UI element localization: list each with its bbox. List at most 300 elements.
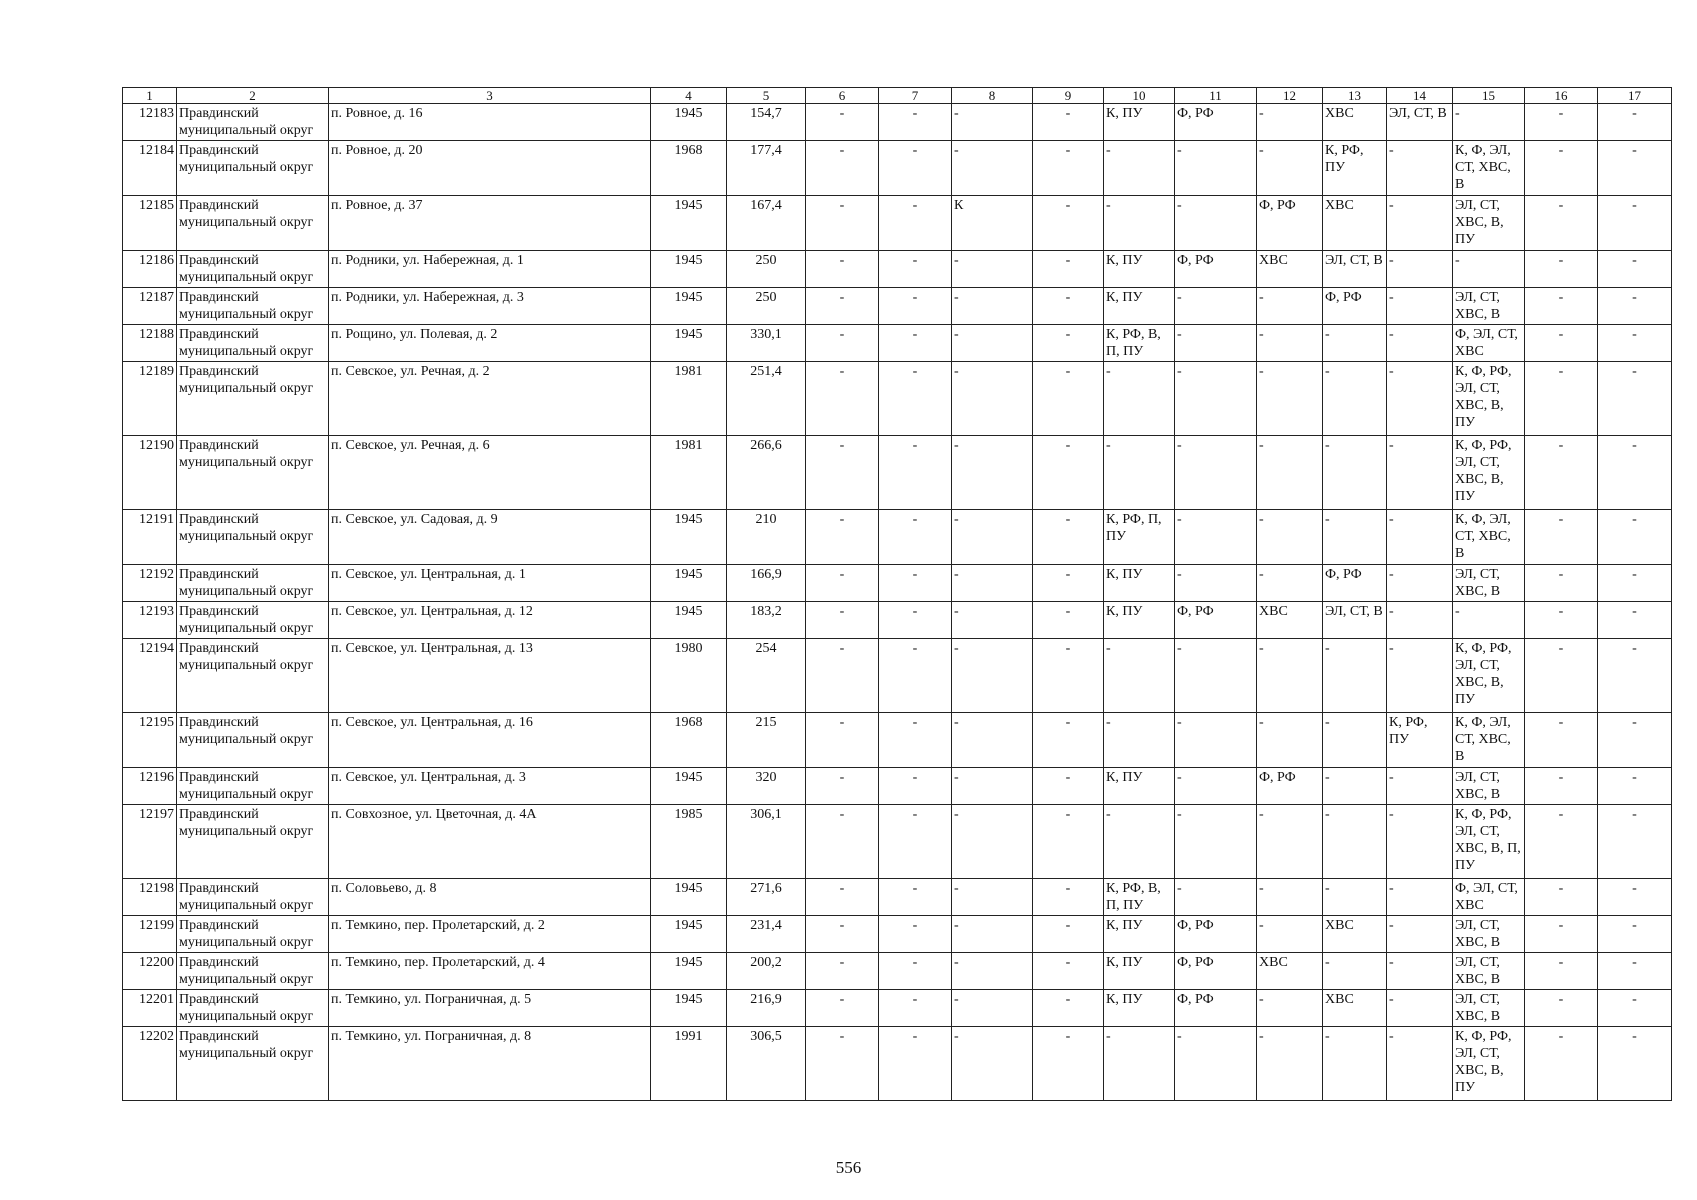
table-cell-col-15: ЭЛ, СТ, ХВС, В — [1453, 768, 1525, 805]
table-cell-col-11: - — [1175, 510, 1257, 565]
table-row — [123, 768, 1672, 805]
table-cell-col-7: - — [879, 602, 952, 639]
table-cell-col-4: 1981 — [651, 436, 727, 510]
table-cell-col-13: - — [1323, 879, 1387, 916]
table-cell-col-15: К, Ф, РФ, ЭЛ, СТ, ХВС, В, ПУ — [1453, 639, 1525, 713]
table-cell-col-11: - — [1175, 713, 1257, 768]
table-cell-col-9: - — [1033, 510, 1104, 565]
column-header-8: 8 — [952, 88, 1033, 104]
table-cell-col-4: 1945 — [651, 565, 727, 602]
table-cell-col-7: - — [879, 362, 952, 436]
table-cell-col-11: Ф, РФ — [1175, 953, 1257, 990]
column-header-12: 12 — [1257, 88, 1323, 104]
table-cell-col-1: 12201 — [123, 990, 177, 1027]
table-cell-col-16: - — [1525, 288, 1598, 325]
table-cell-col-15: ЭЛ, СТ, ХВС, В — [1453, 990, 1525, 1027]
table-cell-col-16: - — [1525, 104, 1598, 141]
table-cell-col-11: Ф, РФ — [1175, 104, 1257, 141]
table-cell-col-16: - — [1525, 196, 1598, 251]
table-cell-col-8: - — [952, 805, 1033, 879]
table-cell-col-13: - — [1323, 436, 1387, 510]
table-cell-col-3: п. Рощино, ул. Полевая, д. 2 — [329, 325, 651, 362]
table-cell-col-15: ЭЛ, СТ, ХВС, В — [1453, 565, 1525, 602]
table-cell-col-4: 1945 — [651, 879, 727, 916]
table-cell-col-10: К, ПУ — [1104, 768, 1175, 805]
table-cell-col-17: - — [1598, 990, 1672, 1027]
table-cell-col-16: - — [1525, 953, 1598, 990]
table-cell-col-17: - — [1598, 713, 1672, 768]
table-cell-col-6: - — [806, 713, 879, 768]
table-cell-col-17: - — [1598, 879, 1672, 916]
table-row — [123, 565, 1672, 602]
table-cell-col-3: п. Севское, ул. Центральная, д. 1 — [329, 565, 651, 602]
page-number: 556 — [835, 1158, 862, 1177]
table-cell-col-15: ЭЛ, СТ, ХВС, В, ПУ — [1453, 196, 1525, 251]
column-header-7: 7 — [879, 88, 952, 104]
table-cell-col-16: - — [1525, 768, 1598, 805]
table-cell-col-6: - — [806, 141, 879, 196]
table-cell-col-10: К, ПУ — [1104, 288, 1175, 325]
table-cell-col-2: Правдинский муниципальный округ — [177, 141, 329, 196]
table-row — [123, 436, 1672, 510]
table-cell-col-3: п. Темкино, пер. Пролетарский, д. 2 — [329, 916, 651, 953]
table-cell-col-5: 154,7 — [727, 104, 806, 141]
table-cell-col-7: - — [879, 879, 952, 916]
table-cell-col-9: - — [1033, 325, 1104, 362]
table-cell-col-1: 12198 — [123, 879, 177, 916]
table-row — [123, 510, 1672, 565]
table-cell-col-6: - — [806, 196, 879, 251]
table-cell-col-10: - — [1104, 1027, 1175, 1101]
table-row — [123, 639, 1672, 713]
table-cell-col-9: - — [1033, 916, 1104, 953]
table-row — [123, 916, 1672, 953]
column-header-3: 3 — [329, 88, 651, 104]
table-cell-col-16: - — [1525, 602, 1598, 639]
table-cell-col-3: п. Севское, ул. Речная, д. 6 — [329, 436, 651, 510]
table-cell-col-8: - — [952, 1027, 1033, 1101]
table-cell-col-17: - — [1598, 362, 1672, 436]
table-cell-col-13: - — [1323, 362, 1387, 436]
column-number-row — [123, 88, 1672, 104]
table-cell-col-15: К, Ф, ЭЛ, СТ, ХВС, В — [1453, 141, 1525, 196]
table-cell-col-1: 12194 — [123, 639, 177, 713]
table-cell-col-16: - — [1525, 325, 1598, 362]
table-row — [123, 362, 1672, 436]
table-cell-col-8: - — [952, 288, 1033, 325]
table-cell-col-12: - — [1257, 141, 1323, 196]
table-cell-col-15: Ф, ЭЛ, СТ, ХВС — [1453, 325, 1525, 362]
table-cell-col-5: 320 — [727, 768, 806, 805]
table-cell-col-13: - — [1323, 325, 1387, 362]
table-cell-col-10: К, ПУ — [1104, 953, 1175, 990]
table-cell-col-7: - — [879, 510, 952, 565]
table-cell-col-3: п. Ровное, д. 37 — [329, 196, 651, 251]
table-cell-col-1: 12183 — [123, 104, 177, 141]
table-cell-col-13: ХВС — [1323, 916, 1387, 953]
table-cell-col-17: - — [1598, 953, 1672, 990]
table-cell-col-11: - — [1175, 436, 1257, 510]
table-cell-col-4: 1945 — [651, 251, 727, 288]
table-cell-col-12: ХВС — [1257, 251, 1323, 288]
table-cell-col-10: - — [1104, 639, 1175, 713]
table-cell-col-11: - — [1175, 805, 1257, 879]
table-cell-col-6: - — [806, 768, 879, 805]
table-cell-col-2: Правдинский муниципальный округ — [177, 953, 329, 990]
table-cell-col-6: - — [806, 879, 879, 916]
table-cell-col-4: 1945 — [651, 768, 727, 805]
table-cell-col-10: К, ПУ — [1104, 565, 1175, 602]
table-cell-col-3: п. Севское, ул. Центральная, д. 16 — [329, 713, 651, 768]
table-cell-col-10: К, ПУ — [1104, 916, 1175, 953]
column-header-4: 4 — [651, 88, 727, 104]
table-cell-col-12: - — [1257, 104, 1323, 141]
table-cell-col-13: - — [1323, 953, 1387, 990]
table-cell-col-2: Правдинский муниципальный округ — [177, 196, 329, 251]
table-cell-col-2: Правдинский муниципальный округ — [177, 768, 329, 805]
table-cell-col-2: Правдинский муниципальный округ — [177, 879, 329, 916]
table-cell-col-13: Ф, РФ — [1323, 288, 1387, 325]
table-cell-col-14: - — [1387, 510, 1453, 565]
table-cell-col-15: К, Ф, РФ, ЭЛ, СТ, ХВС, В, П, ПУ — [1453, 805, 1525, 879]
table-cell-col-7: - — [879, 565, 952, 602]
table-row — [123, 325, 1672, 362]
table-cell-col-4: 1980 — [651, 639, 727, 713]
table-cell-col-16: - — [1525, 713, 1598, 768]
table-cell-col-5: 216,9 — [727, 990, 806, 1027]
table-cell-col-15: Ф, ЭЛ, СТ, ХВС — [1453, 879, 1525, 916]
table-body — [123, 104, 1672, 1101]
table-cell-col-11: Ф, РФ — [1175, 916, 1257, 953]
table-cell-col-4: 1985 — [651, 805, 727, 879]
table-cell-col-8: - — [952, 565, 1033, 602]
table-cell-col-9: - — [1033, 1027, 1104, 1101]
table-cell-col-16: - — [1525, 565, 1598, 602]
table-cell-col-10: К, РФ, В, П, ПУ — [1104, 325, 1175, 362]
table-cell-col-8: - — [952, 953, 1033, 990]
table-cell-col-6: - — [806, 953, 879, 990]
table-cell-col-1: 12200 — [123, 953, 177, 990]
table-cell-col-8: - — [952, 251, 1033, 288]
table-cell-col-2: Правдинский муниципальный округ — [177, 288, 329, 325]
table-cell-col-5: 254 — [727, 639, 806, 713]
table-cell-col-1: 12199 — [123, 916, 177, 953]
table-cell-col-15: К, Ф, ЭЛ, СТ, ХВС, В — [1453, 510, 1525, 565]
table-cell-col-15: К, Ф, РФ, ЭЛ, СТ, ХВС, В, ПУ — [1453, 362, 1525, 436]
table-cell-col-5: 210 — [727, 510, 806, 565]
table-cell-col-14: - — [1387, 602, 1453, 639]
table-cell-col-12: - — [1257, 510, 1323, 565]
table-cell-col-14: - — [1387, 288, 1453, 325]
table-cell-col-12: - — [1257, 288, 1323, 325]
table-cell-col-8: - — [952, 713, 1033, 768]
table-cell-col-11: - — [1175, 768, 1257, 805]
table-cell-col-9: - — [1033, 436, 1104, 510]
table-cell-col-1: 12196 — [123, 768, 177, 805]
table-cell-col-11: Ф, РФ — [1175, 990, 1257, 1027]
table-cell-col-9: - — [1033, 251, 1104, 288]
table-cell-col-9: - — [1033, 713, 1104, 768]
table-cell-col-17: - — [1598, 602, 1672, 639]
table-cell-col-14: - — [1387, 436, 1453, 510]
column-header-10: 10 — [1104, 88, 1175, 104]
table-cell-col-14: - — [1387, 639, 1453, 713]
table-cell-col-4: 1968 — [651, 141, 727, 196]
column-header-17: 17 — [1598, 88, 1672, 104]
table-cell-col-10: - — [1104, 805, 1175, 879]
table-cell-col-10: - — [1104, 362, 1175, 436]
table-cell-col-14: - — [1387, 1027, 1453, 1101]
column-header-6: 6 — [806, 88, 879, 104]
table-cell-col-9: - — [1033, 565, 1104, 602]
table-cell-col-9: - — [1033, 602, 1104, 639]
column-header-15: 15 — [1453, 88, 1525, 104]
table-cell-col-11: Ф, РФ — [1175, 602, 1257, 639]
table-cell-col-8: - — [952, 436, 1033, 510]
table-cell-col-5: 183,2 — [727, 602, 806, 639]
table-cell-col-12: Ф, РФ — [1257, 196, 1323, 251]
table-cell-col-10: К, ПУ — [1104, 251, 1175, 288]
table-cell-col-11: - — [1175, 196, 1257, 251]
table-cell-col-2: Правдинский муниципальный округ — [177, 565, 329, 602]
table-cell-col-17: - — [1598, 565, 1672, 602]
table-cell-col-14: - — [1387, 565, 1453, 602]
table-cell-col-2: Правдинский муниципальный округ — [177, 805, 329, 879]
table-cell-col-17: - — [1598, 325, 1672, 362]
table-cell-col-2: Правдинский муниципальный округ — [177, 602, 329, 639]
table-cell-col-3: п. Ровное, д. 16 — [329, 104, 651, 141]
table-cell-col-5: 306,5 — [727, 1027, 806, 1101]
table-cell-col-1: 12186 — [123, 251, 177, 288]
table-row — [123, 990, 1672, 1027]
table-cell-col-15: К, Ф, РФ, ЭЛ, СТ, ХВС, В, ПУ — [1453, 436, 1525, 510]
table-cell-col-15: - — [1453, 251, 1525, 288]
table-cell-col-13: ЭЛ, СТ, В — [1323, 251, 1387, 288]
table-cell-col-6: - — [806, 565, 879, 602]
table-cell-col-11: Ф, РФ — [1175, 251, 1257, 288]
table-cell-col-3: п. Севское, ул. Садовая, д. 9 — [329, 510, 651, 565]
table-cell-col-5: 250 — [727, 251, 806, 288]
table-cell-col-5: 266,6 — [727, 436, 806, 510]
table-cell-col-6: - — [806, 251, 879, 288]
table-cell-col-4: 1945 — [651, 953, 727, 990]
table-cell-col-3: п. Темкино, ул. Пограничная, д. 8 — [329, 1027, 651, 1101]
table-cell-col-8: - — [952, 325, 1033, 362]
table-cell-col-9: - — [1033, 879, 1104, 916]
table-cell-col-14: - — [1387, 325, 1453, 362]
table-cell-col-9: - — [1033, 288, 1104, 325]
table-cell-col-3: п. Темкино, пер. Пролетарский, д. 4 — [329, 953, 651, 990]
table-cell-col-4: 1991 — [651, 1027, 727, 1101]
table-cell-col-6: - — [806, 436, 879, 510]
table-cell-col-13: К, РФ, ПУ — [1323, 141, 1387, 196]
table-cell-col-5: 251,4 — [727, 362, 806, 436]
table-cell-col-17: - — [1598, 436, 1672, 510]
table-cell-col-17: - — [1598, 141, 1672, 196]
table-cell-col-7: - — [879, 1027, 952, 1101]
table-cell-col-17: - — [1598, 196, 1672, 251]
table-cell-col-9: - — [1033, 362, 1104, 436]
table-cell-col-17: - — [1598, 805, 1672, 879]
table-cell-col-1: 12192 — [123, 565, 177, 602]
table-cell-col-5: 200,2 — [727, 953, 806, 990]
table-cell-col-13: Ф, РФ — [1323, 565, 1387, 602]
table-cell-col-13: - — [1323, 1027, 1387, 1101]
table-cell-col-9: - — [1033, 639, 1104, 713]
table-header — [123, 88, 1672, 104]
table-cell-col-5: 306,1 — [727, 805, 806, 879]
table-cell-col-7: - — [879, 805, 952, 879]
table-cell-col-6: - — [806, 602, 879, 639]
table-cell-col-12: - — [1257, 565, 1323, 602]
column-header-13: 13 — [1323, 88, 1387, 104]
table-cell-col-6: - — [806, 362, 879, 436]
table-cell-col-12: - — [1257, 916, 1323, 953]
column-header-5: 5 — [727, 88, 806, 104]
table-cell-col-13: - — [1323, 639, 1387, 713]
table-cell-col-6: - — [806, 510, 879, 565]
table-cell-col-2: Правдинский муниципальный округ — [177, 1027, 329, 1101]
table-cell-col-2: Правдинский муниципальный округ — [177, 639, 329, 713]
table-cell-col-8: - — [952, 879, 1033, 916]
table-cell-col-8: - — [952, 510, 1033, 565]
table-cell-col-10: - — [1104, 196, 1175, 251]
table-cell-col-16: - — [1525, 510, 1598, 565]
table-cell-col-16: - — [1525, 362, 1598, 436]
column-header-2: 2 — [177, 88, 329, 104]
table-cell-col-14: - — [1387, 805, 1453, 879]
table-cell-col-16: - — [1525, 141, 1598, 196]
table-cell-col-14: - — [1387, 879, 1453, 916]
table-cell-col-13: - — [1323, 768, 1387, 805]
table-cell-col-11: - — [1175, 879, 1257, 916]
table-cell-col-11: - — [1175, 288, 1257, 325]
table-cell-col-4: 1968 — [651, 713, 727, 768]
table-cell-col-17: - — [1598, 251, 1672, 288]
table-cell-col-1: 12185 — [123, 196, 177, 251]
table-cell-col-5: 215 — [727, 713, 806, 768]
table-cell-col-7: - — [879, 639, 952, 713]
table-cell-col-12: - — [1257, 325, 1323, 362]
table-cell-col-2: Правдинский муниципальный округ — [177, 325, 329, 362]
table-cell-col-16: - — [1525, 879, 1598, 916]
table-cell-col-14: - — [1387, 141, 1453, 196]
table-cell-col-9: - — [1033, 990, 1104, 1027]
table-row — [123, 713, 1672, 768]
table-cell-col-5: 330,1 — [727, 325, 806, 362]
table-cell-col-11: - — [1175, 565, 1257, 602]
table-cell-col-6: - — [806, 325, 879, 362]
table-cell-col-11: - — [1175, 362, 1257, 436]
table-cell-col-4: 1981 — [651, 362, 727, 436]
table-cell-col-17: - — [1598, 639, 1672, 713]
table-row — [123, 104, 1672, 141]
table-cell-col-3: п. Темкино, ул. Пограничная, д. 5 — [329, 990, 651, 1027]
table-cell-col-13: - — [1323, 510, 1387, 565]
table-cell-col-10: К, ПУ — [1104, 104, 1175, 141]
table-row — [123, 251, 1672, 288]
table-cell-col-7: - — [879, 196, 952, 251]
table-cell-col-7: - — [879, 990, 952, 1027]
table-cell-col-15: - — [1453, 104, 1525, 141]
table-cell-col-6: - — [806, 805, 879, 879]
table-cell-col-17: - — [1598, 104, 1672, 141]
table-cell-col-2: Правдинский муниципальный округ — [177, 510, 329, 565]
table-row — [123, 879, 1672, 916]
table-cell-col-10: - — [1104, 713, 1175, 768]
table-cell-col-15: - — [1453, 602, 1525, 639]
table-cell-col-6: - — [806, 990, 879, 1027]
table-cell-col-12: Ф, РФ — [1257, 768, 1323, 805]
table-cell-col-8: - — [952, 990, 1033, 1027]
table-cell-col-1: 12187 — [123, 288, 177, 325]
table-row — [123, 602, 1672, 639]
table-cell-col-16: - — [1525, 436, 1598, 510]
table-cell-col-10: К, РФ, В, П, ПУ — [1104, 879, 1175, 916]
table-cell-col-8: - — [952, 639, 1033, 713]
table-cell-col-10: К, ПУ — [1104, 990, 1175, 1027]
table-cell-col-13: ХВС — [1323, 990, 1387, 1027]
table-cell-col-1: 12189 — [123, 362, 177, 436]
table-cell-col-15: ЭЛ, СТ, ХВС, В — [1453, 953, 1525, 990]
table-row — [123, 196, 1672, 251]
table-cell-col-9: - — [1033, 141, 1104, 196]
table-cell-col-10: - — [1104, 141, 1175, 196]
table-cell-col-8: - — [952, 362, 1033, 436]
table-cell-col-6: - — [806, 916, 879, 953]
table-cell-col-6: - — [806, 639, 879, 713]
table-cell-col-12: - — [1257, 362, 1323, 436]
table-cell-col-7: - — [879, 141, 952, 196]
table-cell-col-8: К — [952, 196, 1033, 251]
table-cell-col-7: - — [879, 251, 952, 288]
table-cell-col-1: 12190 — [123, 436, 177, 510]
column-header-9: 9 — [1033, 88, 1104, 104]
table-cell-col-3: п. Севское, ул. Центральная, д. 3 — [329, 768, 651, 805]
table-cell-col-9: - — [1033, 104, 1104, 141]
table-cell-col-12: - — [1257, 639, 1323, 713]
table-cell-col-14: - — [1387, 768, 1453, 805]
table-cell-col-4: 1945 — [651, 104, 727, 141]
table-cell-col-8: - — [952, 104, 1033, 141]
table-cell-col-9: - — [1033, 953, 1104, 990]
table-cell-col-2: Правдинский муниципальный округ — [177, 990, 329, 1027]
table-cell-col-3: п. Ровное, д. 20 — [329, 141, 651, 196]
table-cell-col-16: - — [1525, 805, 1598, 879]
table-cell-col-7: - — [879, 104, 952, 141]
table-cell-col-2: Правдинский муниципальный округ — [177, 713, 329, 768]
table-cell-col-8: - — [952, 141, 1033, 196]
table-cell-col-4: 1945 — [651, 510, 727, 565]
table-cell-col-17: - — [1598, 288, 1672, 325]
table-cell-col-13: ХВС — [1323, 196, 1387, 251]
table-cell-col-14: - — [1387, 916, 1453, 953]
table-cell-col-2: Правдинский муниципальный округ — [177, 362, 329, 436]
table-cell-col-13: ХВС — [1323, 104, 1387, 141]
table-cell-col-15: ЭЛ, СТ, ХВС, В — [1453, 916, 1525, 953]
table-cell-col-7: - — [879, 916, 952, 953]
table-cell-col-4: 1945 — [651, 602, 727, 639]
table-row — [123, 805, 1672, 879]
table-cell-col-15: К, Ф, РФ, ЭЛ, СТ, ХВС, В, ПУ — [1453, 1027, 1525, 1101]
table-cell-col-14: - — [1387, 362, 1453, 436]
table-cell-col-8: - — [952, 916, 1033, 953]
table-cell-col-14: - — [1387, 953, 1453, 990]
table-cell-col-7: - — [879, 953, 952, 990]
table-cell-col-7: - — [879, 288, 952, 325]
table-cell-col-15: ЭЛ, СТ, ХВС, В — [1453, 288, 1525, 325]
table-cell-col-16: - — [1525, 916, 1598, 953]
